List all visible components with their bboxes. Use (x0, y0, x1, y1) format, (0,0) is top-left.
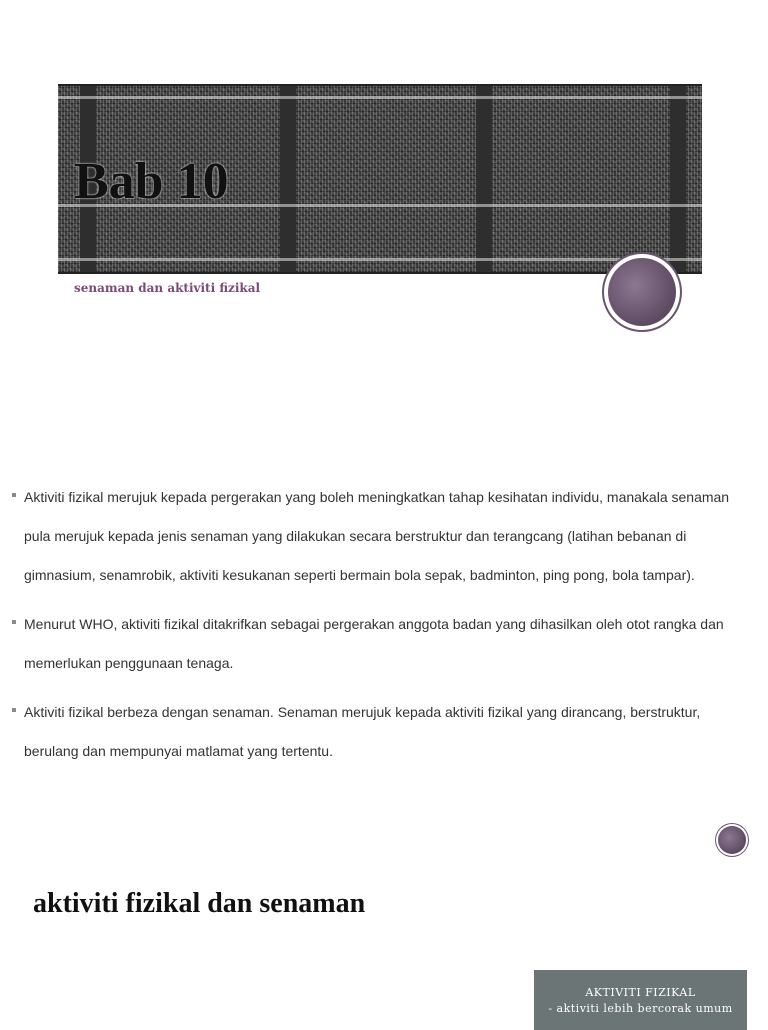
card-text: - aktiviti lebih bercorak umum (548, 1002, 733, 1015)
banner-stripe (670, 86, 686, 272)
bullet-text: Menurut WHO, aktiviti fizikal ditakrifkan sebagai pergerakan anggota badan yang dihasilkan oleh otot rangka dan memerlukan penggunaan tenaga. (24, 616, 724, 671)
banner-line (58, 96, 702, 99)
bullet-text: Aktiviti fizikal merujuk kepada pergerakan yang boleh meningkatkan tahap kesihatan individu, manakala senaman pula merujuk kepada jenis senaman yang dilakukan secara berstruktur dan terangcang (latihan bebanan di gimnasium, senamrobik, aktiviti kesukanan seperti bermain bola sepak, badminton, ping pong, bola tampar). (24, 489, 730, 583)
bullet-marker-icon (12, 620, 16, 624)
bullet-marker-icon (12, 708, 16, 712)
aktiviti-fizikal-card (534, 970, 747, 1030)
bullet-list (12, 478, 752, 781)
decorative-circle-small (718, 826, 746, 854)
bullet-item (12, 478, 752, 595)
slide-subtitle: senaman dan aktiviti fizikal (74, 281, 261, 295)
banner-stripe (476, 86, 492, 272)
card-title: AKTIVITI FIZIKAL (585, 986, 696, 999)
banner-stripe (280, 86, 296, 272)
bullet-item (12, 605, 752, 683)
banner-line (58, 258, 702, 261)
bullet-marker-icon (12, 493, 16, 497)
section-heading: aktiviti fizikal dan senaman (33, 888, 366, 919)
bullet-item (12, 693, 752, 771)
slide-title: Bab 10 (74, 153, 229, 210)
decorative-circle (608, 258, 676, 326)
bullet-text: Aktiviti fizikal berbeza dengan senaman. Senaman merujuk kepada aktiviti fizikal yang dirancang, berstruktur, berulang dan mempunyai matlamat yang tertentu. (24, 704, 701, 759)
